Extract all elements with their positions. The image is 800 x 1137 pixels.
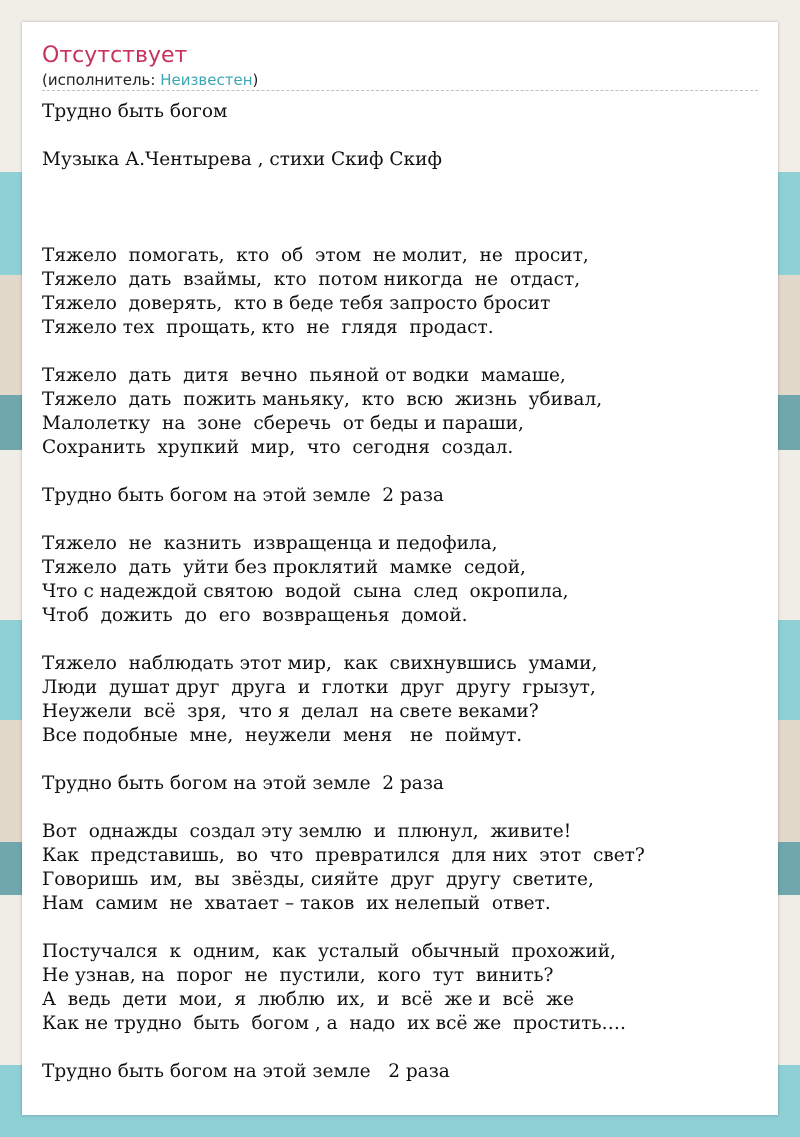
performer-link[interactable]: Неизвестен (160, 71, 253, 89)
lyric-line (42, 508, 758, 532)
lyric-line: Как представишь, во что превратился для них этот свет? (42, 845, 645, 866)
lyric-line: Тяжело дать дитя вечно пьяной от водки мамаше, (42, 365, 566, 386)
lyric-line (42, 796, 758, 820)
lyric-line: Нам самим не хватает – таков их нелепый ответ. (42, 893, 551, 914)
lyrics-text (42, 100, 758, 1084)
lyric-line: Люди душат друг друга и глотки друг другу грызут, (42, 677, 596, 698)
lyric-line: Что с надеждой святою водой сына след окропила, (42, 581, 569, 602)
lyric-line (42, 196, 758, 220)
header-divider (42, 90, 758, 91)
song-title: Отсутствует (42, 43, 188, 68)
lyric-line: Тяжело тех прощать, кто не глядя продаст. (42, 317, 494, 338)
lyric-line: Трудно быть богом на этой земле 2 раза (42, 1061, 450, 1082)
performer-suffix: ) (252, 71, 259, 89)
lyric-line: Не узнав, на порог не пустили, кого тут винить? (42, 965, 554, 986)
performer-prefix: (исполнитель: (42, 71, 161, 89)
lyric-line (42, 220, 758, 244)
lyric-line: Музыка А.Чентырева , стихи Скиф Скиф (42, 149, 442, 170)
lyric-line: Трудно быть богом (42, 101, 228, 122)
lyrics-card (22, 22, 778, 1115)
lyric-line: Сохранить хрупкий мир, что сегодня создал. (42, 437, 514, 458)
lyric-line (42, 916, 758, 940)
lyric-line: Говоришь им, вы звёзды, сияйте друг другу светите, (42, 869, 594, 890)
lyric-line: Тяжело дать пожить маньяку, кто всю жизнь убивал, (42, 389, 603, 410)
lyric-line: Трудно быть богом на этой земле 2 раза (42, 485, 444, 506)
lyric-line: Чтоб дожить до его возвращенья домой. (42, 605, 468, 626)
lyric-line (42, 748, 758, 772)
lyric-line (42, 628, 758, 652)
lyric-line: Тяжело дать взаймы, кто потом никогда не отдаст, (42, 269, 581, 290)
lyric-line: Тяжело не казнить извращенца и педофила, (42, 533, 498, 554)
lyric-line: Тяжело доверять, кто в беде тебя запросто бросит (42, 293, 551, 314)
lyric-line: А ведь дети мои, я люблю их, и всё же и всё же (42, 989, 574, 1010)
lyric-line (42, 340, 758, 364)
performer-line (42, 70, 258, 90)
lyric-line (42, 124, 758, 148)
lyric-line: Все подобные мне, неужели меня не поймут. (42, 725, 523, 746)
lyric-line: Тяжело дать уйти без проклятий мамке седой, (42, 557, 526, 578)
lyric-line: Тяжело наблюдать этот мир, как свихнувшись умами, (42, 653, 598, 674)
lyric-line: Как не трудно быть богом , а надо их всё же простить…. (42, 1013, 626, 1034)
lyric-line: Тяжело помогать, кто об этом не молит, не просит, (42, 245, 589, 266)
lyric-line: Трудно быть богом на этой земле 2 раза (42, 773, 444, 794)
lyric-line: Неужели всё зря, что я делал на свете веками? (42, 701, 539, 722)
lyric-line: Малолетку на зоне сберечь от беды и параши, (42, 413, 524, 434)
lyric-line (42, 1036, 758, 1060)
lyric-line (42, 172, 758, 196)
lyric-line: Постучался к одним, как усталый обычный прохожий, (42, 941, 616, 962)
lyric-line (42, 460, 758, 484)
lyric-line: Вот однажды создал эту землю и плюнул, живите! (42, 821, 572, 842)
